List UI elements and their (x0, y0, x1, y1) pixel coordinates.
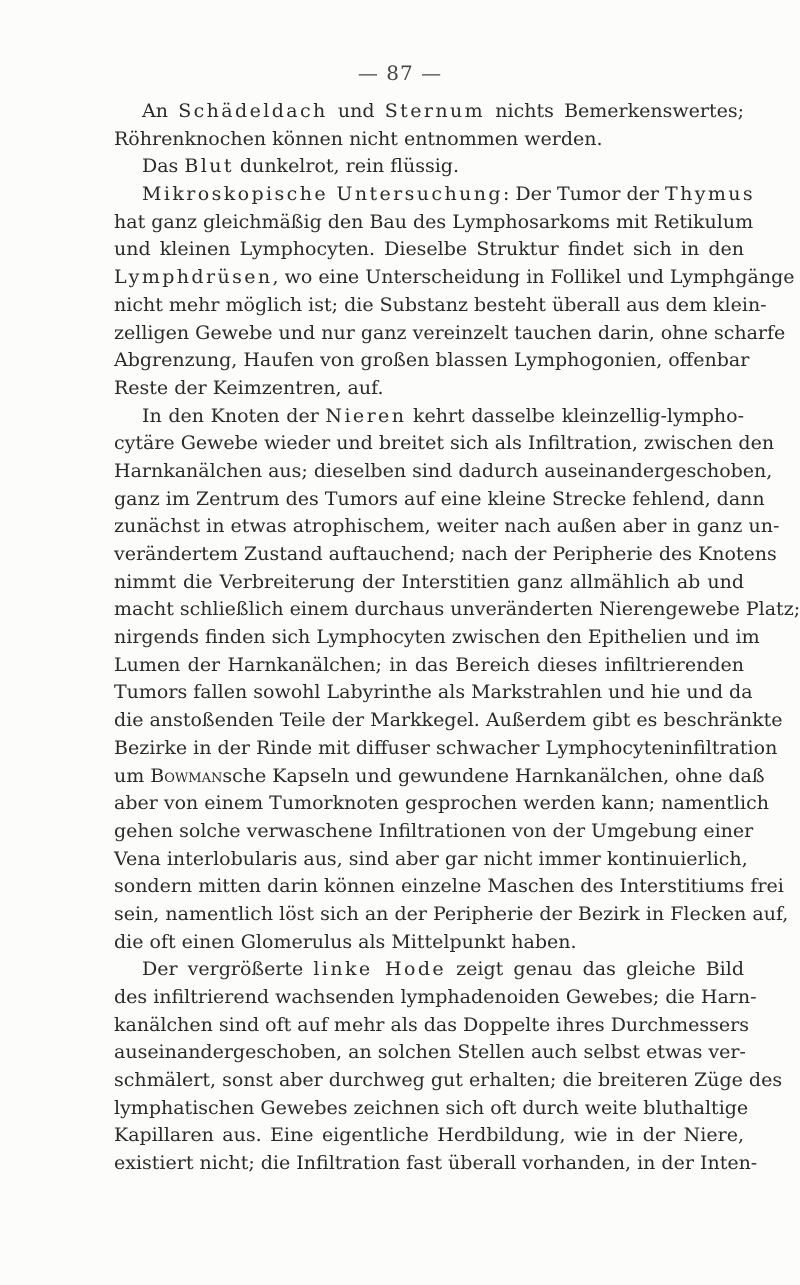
text-segment: An (142, 100, 179, 122)
text-segment: : Der Tumor der (502, 183, 665, 206)
text-segment: nirgends finden sich Lymphocyten zwischen den Epithelien und im (114, 626, 760, 649)
text-segment: cytäre Gewebe wieder und breitet sich als Infiltration, zwischen den (114, 432, 775, 455)
emphasized-text: linke Hode (313, 958, 447, 981)
text-line (114, 541, 777, 569)
text-segment: Abgrenzung, Haufen von großen blassen Lymphogonien, offenbar (114, 349, 750, 372)
text-line (114, 375, 744, 403)
text-line (114, 873, 784, 901)
text-segment: des infiltrierend wachsenden lymphadenoiden Gewebes; die Harn- (114, 986, 757, 1008)
text-line (114, 320, 786, 348)
text-line (114, 264, 795, 292)
text-line (114, 458, 773, 486)
emphasized-text: Nieren (325, 404, 407, 427)
text-line (114, 652, 744, 680)
text-line (114, 430, 775, 458)
text-segment: existiert nicht; die Infiltration fast überall vorhanden, in der Inten- (114, 1152, 758, 1175)
text-line (114, 929, 744, 957)
text-segment: gehen solche verwaschene Infiltrationen von der Umgebung einer (114, 819, 754, 842)
text-segment: Vena interlobularis aus, sind aber gar nicht immer kontinuierlich, (114, 847, 748, 870)
text-line (114, 790, 769, 818)
text-segment: dunkelrot, rein flüssig. (233, 155, 459, 178)
text-line (114, 679, 753, 707)
text-line (114, 292, 767, 320)
text-segment: ganz im Zentrum des Tumors auf eine kleine Strecke fehlend, dann (114, 487, 765, 510)
text-segment: zunächst in etwas atrophischem, weiter nach außen aber in ganz un- (114, 515, 780, 538)
text-line (114, 236, 744, 264)
text-line (114, 596, 800, 624)
text-line (114, 569, 744, 597)
text-segment: lymphatischen Gewebes zeichnen sich oft durch weite bluthaltige (114, 1096, 749, 1119)
text-line (114, 126, 744, 154)
body-text (114, 98, 800, 1178)
text-segment: Kapillaren aus. Eine eigentliche Herdbildung, wie in der Niere, (114, 1124, 744, 1147)
text-segment: sche Kapseln und gewundene Harnkanälchen, ohne daß (222, 764, 765, 787)
text-segment: , wo eine Unterscheidung in Follikel und Lymphgänge (272, 266, 795, 289)
text-line (114, 1039, 744, 1067)
text-segment: Bezirke in der Rinde mit diffuser schwacher Lymphocyteninfiltration (114, 736, 778, 759)
text-line (114, 818, 754, 846)
text-line (114, 209, 754, 237)
text-line (114, 1122, 744, 1150)
text-segment: kanälchen sind oft auf mehr als das Doppelte ihres Durchmessers (114, 1013, 749, 1036)
text-line (114, 1067, 783, 1095)
text-line (114, 624, 760, 652)
text-segment: In den Knoten der (142, 404, 326, 427)
text-segment: Röhrenknochen können nicht entnommen werden. (114, 127, 603, 150)
text-line (114, 735, 778, 763)
text-segment: zelligen Gewebe und nur ganz vereinzelt tauchen darin, ohne scharfe (114, 321, 786, 344)
emphasized-text: Mikroskopische Untersuchung (142, 183, 503, 206)
text-segment: um (114, 764, 151, 787)
text-line (114, 98, 744, 126)
emphasized-text: Lymphdrüsen (114, 266, 273, 289)
text-segment: die oft einen Glomerulus als Mittelpunkt haben. (114, 930, 577, 953)
text-line (114, 707, 783, 735)
text-segment: Harnkanälchen aus; dieselben sind dadurch auseinandergeschoben, (114, 459, 773, 482)
text-segment: zeigt genau das gleiche Bild (446, 958, 744, 981)
text-line (114, 347, 750, 375)
text-line (114, 901, 789, 929)
text-line (114, 956, 744, 984)
text-line (114, 846, 748, 874)
text-line (114, 1150, 758, 1178)
emphasized-text: Schädeldach (178, 100, 328, 122)
emphasized-text: Sternum (384, 100, 486, 122)
text-segment: verändertem Zustand auftauchend; nach der Peripherie des Knotens (114, 543, 777, 565)
text-line (114, 181, 756, 209)
text-line (114, 984, 757, 1012)
text-line (114, 403, 744, 431)
emphasized-text: Blut (184, 155, 234, 178)
text-segment: kehrt dasselbe kleinzellig-lympho- (406, 404, 744, 427)
text-segment: Reste der Keimzentren, auf. (114, 376, 384, 399)
text-segment: die anstoßenden Teile der Markkegel. Außerdem gibt es beschränkte (114, 709, 783, 732)
text-segment: nichts Bemerkenswertes; (485, 100, 744, 122)
text-line (114, 486, 765, 514)
text-segment: nicht mehr möglich ist; die Substanz besteht überall aus dem klein- (114, 293, 767, 316)
text-segment: hat ganz gleichmäßig den Bau des Lymphosarkoms mit Retikulum (114, 210, 754, 233)
text-segment: sondern mitten darin können einzelne Maschen des Interstitiums frei (114, 875, 784, 898)
text-segment: Der vergrößerte (142, 958, 314, 981)
text-line (114, 153, 744, 181)
text-segment: und kleinen Lymphocyten. Dieselbe Struktur findet sich in den (114, 238, 744, 261)
text-segment: Tumors fallen sowohl Labyrinthe als Markstrahlen und hie und da (114, 681, 753, 704)
text-segment: macht schließlich einem durchaus unveränderten Nierengewebe Platz; (114, 598, 800, 621)
text-segment: Lumen der Harnkanälchen; in das Bereich dieses infiltrierenden (114, 653, 744, 676)
text-segment: und (327, 100, 385, 122)
page-number: — 87 — (357, 61, 443, 85)
text-line (114, 1095, 749, 1123)
small-caps-text: Bowman (150, 764, 223, 787)
text-segment: auseinandergeschoben, an solchen Stellen auch selbst etwas ver- (114, 1041, 746, 1064)
text-segment: nimmt die Verbreiterung der Interstitien ganz allmählich ab und (114, 570, 744, 593)
text-line (114, 763, 765, 791)
text-segment: Das (142, 155, 185, 178)
text-segment: sein, namentlich löst sich an der Peripherie der Bezirk in Flecken auf, (114, 902, 789, 925)
emphasized-text: Thymus (665, 183, 756, 206)
text-segment: aber von einem Tumorknoten gesprochen werden kann; namentlich (114, 792, 769, 815)
text-segment: schmälert, sonst aber durchweg gut erhalten; die breiteren Züge des (114, 1069, 783, 1092)
text-line (114, 513, 780, 541)
text-line (114, 1012, 749, 1040)
